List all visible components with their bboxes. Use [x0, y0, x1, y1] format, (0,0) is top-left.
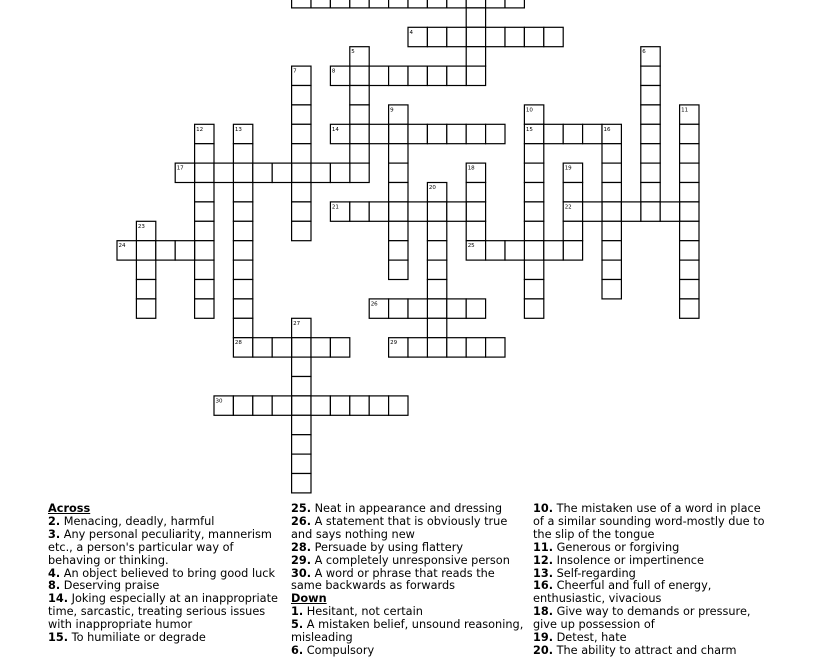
grid-cell[interactable] [583, 124, 602, 143]
grid-cell[interactable] [292, 105, 311, 124]
grid-cell[interactable] [427, 318, 446, 337]
clue-number: 15. [48, 631, 69, 645]
grid-cell[interactable] [233, 183, 252, 202]
grid-cell[interactable] [350, 202, 369, 221]
cell-number: 9 [390, 107, 394, 114]
grid-cell[interactable] [680, 260, 699, 279]
cell-number: 28 [234, 340, 242, 347]
grid-cell[interactable] [447, 66, 466, 85]
grid-cell[interactable] [369, 0, 388, 8]
grid-cell[interactable] [369, 202, 388, 221]
grid-cell[interactable] [408, 338, 427, 357]
grid-cell[interactable] [466, 338, 485, 357]
clue-text: Insolence or impertinence [556, 553, 704, 567]
grid-cell[interactable] [447, 299, 466, 318]
grid-cell[interactable] [253, 338, 272, 357]
clue-text: A mistaken belief, unsound reasoning, misleading [291, 618, 524, 645]
grid-cell[interactable] [641, 183, 660, 202]
grid-cell[interactable] [602, 144, 621, 163]
grid-cell[interactable] [389, 260, 408, 279]
grid-cell[interactable] [427, 338, 446, 357]
clues-column-3 [533, 503, 771, 658]
clue-text: Joking especially at an inappropriate time, sarcastic, treating serious issues with inappropriate humor [48, 592, 278, 632]
grid-cell[interactable] [389, 241, 408, 260]
clue-text: Detest, hate [556, 631, 627, 645]
cell-number: 17 [176, 165, 184, 172]
grid-cell[interactable] [272, 396, 291, 415]
clue-text: Hesitant, not certain [306, 605, 423, 619]
grid-cell[interactable] [563, 183, 582, 202]
clue-item [48, 529, 286, 568]
grid-cell[interactable] [389, 0, 408, 8]
grid-cell[interactable] [233, 202, 252, 221]
grid-cell[interactable] [486, 27, 505, 46]
grid-cell[interactable] [524, 260, 543, 279]
grid-cell[interactable] [641, 202, 660, 221]
grid-cell[interactable] [524, 202, 543, 221]
grid-cell[interactable] [330, 0, 349, 8]
clue-text: The ability to attract and charm [556, 643, 737, 657]
grid-cell[interactable] [408, 66, 427, 85]
cell-number: 29 [390, 340, 398, 347]
grid-cell[interactable] [292, 396, 311, 415]
grid-cell[interactable] [641, 86, 660, 105]
grid-cell[interactable] [408, 124, 427, 143]
clue-item [533, 606, 771, 632]
grid-cell[interactable] [602, 280, 621, 299]
grid-cell[interactable] [195, 202, 214, 221]
grid-cell[interactable] [466, 8, 485, 27]
grid-cell[interactable] [389, 163, 408, 182]
cell-number: 27 [293, 320, 301, 327]
grid-cell[interactable] [466, 202, 485, 221]
grid-cell[interactable] [175, 241, 194, 260]
grid-cell[interactable] [466, 47, 485, 66]
clue-item [48, 632, 286, 645]
grid-cell[interactable] [389, 299, 408, 318]
clue-text: A statement that is obviously true and says nothing new [291, 514, 508, 541]
grid-cell[interactable] [272, 163, 291, 182]
grid-cell[interactable] [389, 124, 408, 143]
grid-cell[interactable] [602, 202, 621, 221]
clue-number: 30. [291, 566, 312, 580]
grid-cell[interactable] [427, 202, 446, 221]
clue-item [291, 645, 529, 658]
across-heading: Across [48, 502, 91, 515]
clue-text: Neat in appearance and dressing [314, 502, 503, 515]
grid-cell[interactable] [524, 221, 543, 240]
grid-cell[interactable] [330, 396, 349, 415]
grid-cell[interactable] [136, 299, 155, 318]
grid-cell[interactable] [195, 221, 214, 240]
clue-item [533, 580, 771, 606]
cell-number: 6 [642, 49, 646, 56]
grid-cell[interactable] [602, 241, 621, 260]
grid-cell[interactable] [524, 299, 543, 318]
grid-cell[interactable] [195, 163, 214, 182]
grid-cell[interactable] [214, 163, 233, 182]
grid-cell[interactable] [233, 163, 252, 182]
grid-cell[interactable] [292, 0, 311, 8]
clue-number: 14. [48, 592, 69, 606]
grid-cell[interactable] [563, 221, 582, 240]
clue-number: 11. [533, 540, 554, 554]
clue-number: 28. [291, 540, 312, 554]
grid-cell[interactable] [427, 280, 446, 299]
cell-number: 7 [293, 68, 297, 75]
clue-text: Generous or forgiving [556, 540, 680, 554]
grid-cell[interactable] [233, 299, 252, 318]
grid-cell[interactable] [389, 396, 408, 415]
grid-cell[interactable] [486, 338, 505, 357]
clue-number: 2. [48, 514, 61, 528]
grid-cell[interactable] [389, 66, 408, 85]
clue-number: 1. [291, 605, 304, 619]
cell-number: 8 [331, 68, 336, 75]
grid-cell[interactable] [350, 105, 369, 124]
grid-cell[interactable] [292, 474, 311, 493]
grid-cell[interactable] [311, 396, 330, 415]
cell-number: 12 [196, 126, 204, 133]
grid-cell[interactable] [195, 241, 214, 260]
grid-cell[interactable] [292, 338, 311, 357]
grid-cell[interactable] [466, 299, 485, 318]
grid-cell[interactable] [641, 144, 660, 163]
cell-number: 25 [467, 243, 475, 250]
grid-cell[interactable] [486, 124, 505, 143]
grid-cell[interactable] [524, 241, 543, 260]
grid-cell[interactable] [292, 357, 311, 376]
cell-number: 4 [409, 29, 413, 36]
grid-cell[interactable] [524, 280, 543, 299]
grid-cell[interactable] [583, 202, 602, 221]
clue-number: 29. [291, 553, 312, 567]
clue-item [533, 503, 771, 542]
clues-column-2 [291, 503, 529, 658]
clue-number: 19. [533, 631, 554, 645]
grid-cell[interactable] [505, 27, 524, 46]
grid-cell[interactable] [292, 377, 311, 396]
clue-text: Any personal peculiarity, mannerism etc., a person's particular way of behaving or thinking. [48, 527, 272, 567]
grid-cell[interactable] [680, 280, 699, 299]
grid-cell[interactable] [486, 241, 505, 260]
grid-cell[interactable] [447, 202, 466, 221]
cell-number: 26 [370, 301, 378, 308]
clue-number: 8. [48, 579, 61, 593]
clue-number: 26. [291, 514, 312, 528]
clue-number: 4. [48, 566, 61, 580]
clue-number: 18. [533, 605, 554, 619]
grid-cell[interactable] [427, 221, 446, 240]
clue-number: 12. [533, 553, 554, 567]
grid-cell[interactable] [156, 241, 175, 260]
grid-cell[interactable] [544, 124, 563, 143]
grid-cell[interactable] [408, 202, 427, 221]
grid-cell[interactable] [233, 396, 252, 415]
grid-cell[interactable] [602, 183, 621, 202]
cell-number: 23 [137, 223, 145, 230]
grid-cell[interactable] [544, 27, 563, 46]
grid-cell[interactable] [466, 27, 485, 46]
grid-cell[interactable] [233, 260, 252, 279]
grid-cell[interactable] [389, 202, 408, 221]
clue-text: Menacing, deadly, harmful [63, 514, 215, 528]
grid-cell[interactable] [466, 183, 485, 202]
grid-cell[interactable] [330, 163, 349, 182]
grid-cell[interactable] [233, 241, 252, 260]
grid-cell[interactable] [466, 66, 485, 85]
grid-cell[interactable] [195, 183, 214, 202]
grid-cell[interactable] [427, 241, 446, 260]
clue-number: 10. [533, 502, 554, 515]
cell-number: 16 [603, 126, 611, 133]
cell-number: 13 [234, 126, 242, 133]
grid-cell[interactable] [253, 163, 272, 182]
grid-cell[interactable] [195, 299, 214, 318]
grid-cell[interactable] [136, 260, 155, 279]
clues-column-1 [48, 503, 286, 645]
cell-number: 15 [525, 126, 533, 133]
grid-cell[interactable] [292, 221, 311, 240]
clue-text: A word or phrase that reads the same backwards as forwards [291, 566, 495, 593]
clue-number: 3. [48, 527, 61, 541]
clue-text: An object believed to bring good luck [63, 566, 275, 580]
grid-cell[interactable] [195, 280, 214, 299]
clue-text: Compulsory [306, 643, 375, 657]
grid-cell[interactable] [505, 241, 524, 260]
grid-cell[interactable] [427, 260, 446, 279]
grid-cell[interactable] [136, 280, 155, 299]
grid-cell[interactable] [680, 241, 699, 260]
grid-cell[interactable] [641, 105, 660, 124]
clue-text: Give way to demands or pressure, give up possession of [533, 605, 751, 632]
clue-text: Self-regarding [556, 566, 636, 580]
grid-cell[interactable] [427, 66, 446, 85]
clue-number: 13. [533, 566, 554, 580]
clue-number: 5. [291, 618, 304, 632]
grid-cell[interactable] [195, 260, 214, 279]
grid-cell[interactable] [427, 299, 446, 318]
grid-cell[interactable] [524, 144, 543, 163]
grid-cell[interactable] [292, 435, 311, 454]
grid-cell[interactable] [544, 241, 563, 260]
grid-cell[interactable] [136, 241, 155, 260]
clue-text: Deserving praise [63, 579, 160, 593]
grid-cell[interactable] [292, 183, 311, 202]
grid-cell[interactable] [602, 260, 621, 279]
clue-text: The mistaken use of a word in place of a similar sounding word-mostly due to the slip of the tongue [533, 502, 765, 541]
grid-cell[interactable] [292, 144, 311, 163]
grid-cell[interactable] [680, 144, 699, 163]
grid-cell[interactable] [641, 66, 660, 85]
grid-cell[interactable] [408, 0, 427, 8]
grid-cell[interactable] [350, 86, 369, 105]
grid-cell[interactable] [408, 299, 427, 318]
grid-cell[interactable] [427, 27, 446, 46]
clue-item [291, 568, 529, 594]
clue-text: To humiliate or degrade [71, 631, 206, 645]
cell-number: 20 [428, 185, 436, 191]
grid-cell[interactable] [602, 221, 621, 240]
grid-cell[interactable] [466, 0, 485, 8]
grid-cell[interactable] [330, 338, 349, 357]
grid-cell[interactable] [641, 163, 660, 182]
clue-number: 16. [533, 579, 554, 593]
grid-cell[interactable] [292, 124, 311, 143]
grid-cell[interactable] [680, 202, 699, 221]
grid-cell[interactable] [389, 221, 408, 240]
clue-item [291, 516, 529, 542]
clue-text: Cheerful and full of energy, enthusiastic, vivacious [533, 579, 712, 606]
cell-number: 18 [467, 165, 475, 172]
grid-cell[interactable] [311, 338, 330, 357]
down-heading: Down [291, 592, 327, 606]
cell-number: 30 [215, 398, 223, 405]
grid-cell[interactable] [680, 124, 699, 143]
cell-number: 24 [118, 243, 126, 250]
cell-number: 21 [331, 204, 339, 211]
grid-cell[interactable] [350, 163, 369, 182]
clue-text: A completely unresponsive person [314, 553, 510, 567]
grid-cell[interactable] [292, 86, 311, 105]
grid-cell[interactable] [621, 202, 640, 221]
grid-cell[interactable] [427, 0, 446, 8]
grid-cell[interactable] [466, 124, 485, 143]
grid-cell[interactable] [292, 163, 311, 182]
grid-cell[interactable] [350, 144, 369, 163]
clue-number: 20. [533, 643, 554, 657]
grid-cell[interactable] [311, 163, 330, 182]
cell-number: 5 [351, 49, 355, 56]
grid-cell[interactable] [680, 183, 699, 202]
grid-cell[interactable] [563, 124, 582, 143]
grid-cell[interactable] [524, 183, 543, 202]
grid-cell[interactable] [369, 124, 388, 143]
grid-cell[interactable] [505, 0, 524, 8]
grid-cell[interactable] [524, 163, 543, 182]
grid-cell[interactable] [447, 0, 466, 8]
grid-cell[interactable] [350, 396, 369, 415]
grid-cell[interactable] [447, 338, 466, 357]
grid-cell[interactable] [233, 280, 252, 299]
grid-cell[interactable] [233, 318, 252, 337]
grid-cell[interactable] [466, 221, 485, 240]
cell-number: 22 [564, 204, 572, 211]
grid-cell[interactable] [389, 183, 408, 202]
grid-cell[interactable] [447, 27, 466, 46]
grid-cell[interactable] [680, 299, 699, 318]
grid-cell[interactable] [292, 454, 311, 473]
cell-number: 14 [331, 126, 339, 133]
cell-number: 10 [525, 107, 533, 114]
grid-cell[interactable] [447, 124, 466, 143]
grid-cell[interactable] [350, 0, 369, 8]
clue-item [291, 619, 529, 645]
grid-cell[interactable] [524, 27, 543, 46]
clue-text: Persuade by using flattery [314, 540, 464, 554]
grid-cell[interactable] [427, 124, 446, 143]
grid-cell[interactable] [292, 415, 311, 434]
grid-cell[interactable] [486, 0, 505, 8]
grid-cell[interactable] [369, 66, 388, 85]
grid-cell[interactable] [292, 202, 311, 221]
cell-number: 19 [564, 165, 572, 172]
grid-cell[interactable] [369, 396, 388, 415]
cell-number: 11 [681, 107, 689, 114]
grid-cell[interactable] [195, 144, 214, 163]
grid-cell[interactable] [272, 338, 291, 357]
grid-cell[interactable] [680, 221, 699, 240]
grid-cell[interactable] [233, 221, 252, 240]
grid-cell[interactable] [641, 124, 660, 143]
clue-item [533, 645, 771, 658]
grid-cell[interactable] [602, 163, 621, 182]
grid-cell[interactable] [350, 66, 369, 85]
grid-cell[interactable] [253, 396, 272, 415]
grid-cell[interactable] [311, 0, 330, 8]
clue-item [48, 593, 286, 632]
grid-cell[interactable] [680, 163, 699, 182]
grid-cell[interactable] [660, 202, 679, 221]
clue-number: 25. [291, 502, 312, 515]
grid-cell[interactable] [233, 144, 252, 163]
grid-cell[interactable] [563, 241, 582, 260]
grid-cell[interactable] [389, 144, 408, 163]
clue-number: 6. [291, 643, 304, 657]
grid-cell[interactable] [350, 124, 369, 143]
